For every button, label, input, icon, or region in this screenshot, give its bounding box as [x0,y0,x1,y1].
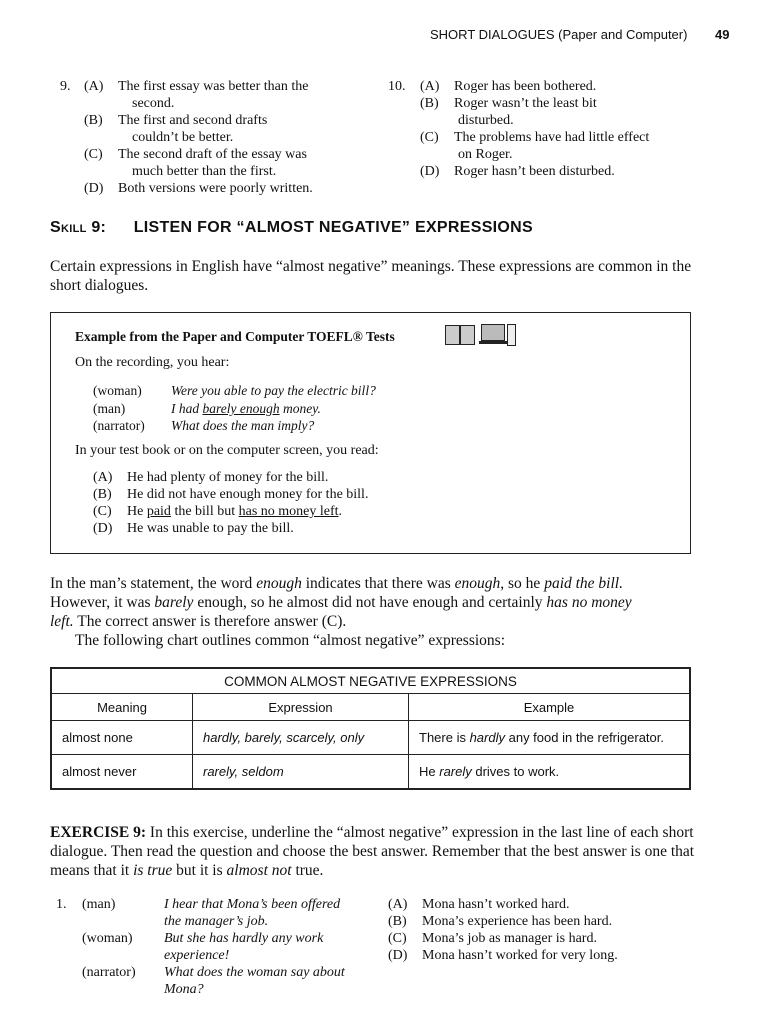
example-cell [409,755,690,789]
skill-title: LISTEN FOR “ALMOST NEGATIVE” EXPRESSIONS [133,219,533,236]
answer-option [93,504,342,520]
table-row [52,721,690,755]
intro-paragraph: Certain expressions in English have “almost negative” meanings. These expressions are common in the short dialogues. [50,258,692,294]
dialogue-text: I hear that Mona’s been offered [164,897,341,912]
option-text-cont: couldn’t be better. [132,130,234,145]
option-text: The second draft of the essay was [118,147,307,162]
option-label: (C) [93,504,112,519]
answer-option [93,470,328,486]
option-text: Roger wasn’t the least bit [454,96,597,111]
italic-text: is true [133,862,173,879]
speaker: (man) [93,401,126,416]
option-label: (C) [84,147,103,162]
page-number: 49 [715,27,730,42]
speaker: (woman) [82,931,133,946]
question-9 [60,78,360,197]
italic-text: has no money [546,594,632,611]
question-1-dialogue [56,896,354,998]
option-label: (B) [84,113,103,128]
option-label: (A) [93,470,113,485]
option-text: The first and second drafts [118,113,268,128]
option-text: He [127,504,147,519]
option-label: (D) [93,521,113,536]
question-number: 9. [60,79,71,94]
table-row [52,755,690,789]
text: but it is [172,862,227,879]
column-header: Expression [193,694,409,721]
option-label: (A) [388,897,408,912]
underlined-phrase: has no money left [238,504,339,519]
option-label: (C) [388,931,407,946]
text: He [419,764,440,779]
dialogue-text: What does the man imply? [171,418,315,433]
option-text: The problems have had little effect [454,130,650,145]
column-header: Example [409,694,690,721]
text: There is [419,730,470,745]
dialogue-line [93,418,314,434]
example-cell [409,721,690,755]
answer-option [93,521,294,537]
option-text: the bill but [170,504,239,519]
dialogue-text: Were you able to pay the electric bill? [171,383,376,398]
option-text-cont: on Roger. [458,147,513,162]
speaker: (narrator) [93,418,145,433]
italic-text: left. [50,613,74,630]
computer-icon [481,324,515,344]
example-title: Example from the Paper and Computer TOEFL® Tests [75,329,395,344]
option-label: (A) [420,79,440,94]
text: The following chart outlines common “almost negative” expressions: [75,632,506,649]
question-1-options [388,896,688,964]
expression-cell: rarely, seldom [193,755,409,789]
exercise-instructions [50,823,700,880]
option-text-cont: much better than the first. [132,164,277,179]
option-text: Mona’s experience has been hard. [422,914,613,929]
text: In this exercise, underline the “almost negative” expression in the last line of each short dialogue. Then read the question and choose the best answer. Remember that the best answer is one that means that it [50,824,695,879]
meaning-cell: almost never [52,755,193,789]
italic-text: almost not [226,862,292,879]
answer-option [93,487,368,503]
column-header: Meaning [52,694,193,721]
text: indicates that there was [301,575,455,592]
expression-cell: hardly, barely, scarcely, only [193,721,409,755]
question-number: 10. [388,79,406,94]
table-caption: COMMON ALMOST NEGATIVE EXPRESSIONS [52,669,690,694]
dialogue-line [93,401,321,417]
text: any food in the refrigerator. [505,730,664,745]
italic-text: paid the bill. [544,575,623,592]
text: drives to work. [471,764,560,779]
underlined-expression: barely enough [202,401,280,416]
option-label: (C) [420,130,439,145]
italic-text: enough [454,575,501,592]
option-label: (D) [388,948,408,963]
dialogue-text: Mona? [164,982,204,997]
dialogue-text: But she has hardly any work [164,931,324,946]
explanation-paragraph [50,574,695,650]
option-label: (A) [84,79,104,94]
text: , so he [500,575,545,592]
option-text: . [338,504,343,519]
recording-label: On the recording, you hear: [75,355,230,370]
italic-text: barely [154,594,194,611]
option-text: Mona hasn’t worked for very long. [422,948,618,963]
example-box [50,312,691,554]
meaning-cell: almost none [52,721,193,755]
text: true. [291,862,324,879]
dialogue-line [93,383,376,399]
skill-heading [50,219,533,237]
text: The correct answer is therefore answer (C). [73,613,347,630]
dialogue-text: What does the woman say about [164,965,345,980]
italic-text: hardly [469,730,505,745]
dialogue-text: money. [279,401,321,416]
read-label: In your test book or on the computer screen, you read: [75,443,379,458]
option-text: Roger hasn’t been disturbed. [454,164,615,179]
speaker: (narrator) [82,965,136,980]
skill-prefix: Skill 9: [50,219,107,236]
exercise-label: EXERCISE 9: [50,824,147,841]
option-text: Roger has been bothered. [454,79,597,94]
option-label: (B) [93,487,112,502]
option-text-cont: disturbed. [458,113,514,128]
italic-text: enough [256,575,302,592]
option-text-cont: second. [132,96,175,111]
speaker: (woman) [93,383,142,398]
option-label: (D) [84,181,104,196]
underlined-word: paid [146,504,171,519]
running-header: SHORT DIALOGUES (Paper and Computer) [430,27,688,42]
text: In the man’s statement, the word [50,575,257,592]
expressions-table [50,667,691,790]
book-icon [445,325,475,345]
speaker: (man) [82,897,116,912]
option-text: He had plenty of money for the bill. [127,470,329,485]
option-label: (B) [388,914,407,929]
dialogue-text: I had [171,401,203,416]
question-number: 1. [56,897,67,912]
option-label: (D) [420,164,440,179]
dialogue-text: experience! [164,948,230,963]
option-text: Both versions were poorly written. [118,181,313,196]
dialogue-text: the manager’s job. [164,914,269,929]
italic-text: rarely [439,764,472,779]
question-10 [388,78,708,180]
text: However, it was [50,594,155,611]
option-text: The first essay was better than the [118,79,309,94]
option-text: Mona hasn’t worked hard. [422,897,570,912]
option-label: (B) [420,96,439,111]
option-text: He did not have enough money for the bill. [127,487,369,502]
text: enough, so he almost did not have enough and certainly [193,594,547,611]
option-text: Mona’s job as manager is hard. [422,931,597,946]
option-text: He was unable to pay the bill. [127,521,294,536]
